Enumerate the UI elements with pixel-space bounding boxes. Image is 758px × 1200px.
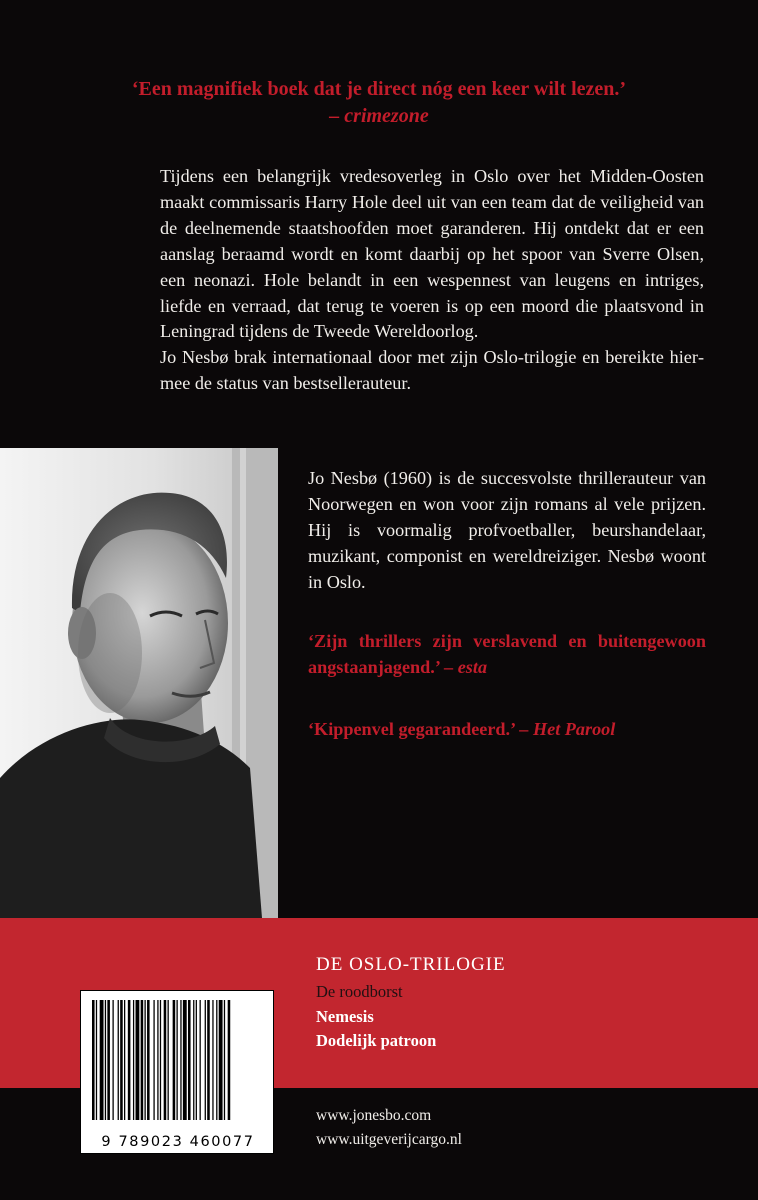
review-quote-source: – esta <box>444 657 488 677</box>
series-title: DE OSLO-TRILOGIE <box>316 954 506 975</box>
author-photo <box>0 448 278 918</box>
website-links <box>316 1104 462 1152</box>
publisher-website-link[interactable]: www.uitgeverijcargo.nl <box>316 1131 462 1148</box>
series-book-item: Nemesis <box>316 1006 374 1026</box>
review-quote-esta <box>308 628 706 680</box>
synopsis <box>160 164 704 397</box>
synopsis-paragraph: Jo Nesbø brak internationaal door met zijn Oslo-trilogie en bereikte hiermee de status van bestsellerauteur. <box>160 347 704 394</box>
top-review-quote <box>40 76 718 130</box>
synopsis-paragraph: Tijdens een belangrijk vredesoverleg in Oslo over het Midden-Oosten maakt commissaris Harry Hole deel uit van een team dat de veiligheid van de deelnemende staatshoofden moet garanderen. Hij ontdekt dat er een aanslag beraamd wordt en komt daarbij op het spoor van Sverre Olsen, een neonazi. Hole belandt in een wespennest van leugens en intriges, liefde en verraad, dat terug te voeren is op een moord die plaatsvond in Leningrad tijdens de Tweede Wereldoorlog. <box>160 166 704 342</box>
series-book-item: Dodelijk patroon <box>316 1031 437 1050</box>
author-bio-text: Jo Nesbø (1960) is de succesvolste thrillerauteur van Noorwegen en won voor zijn romans al vele prijzen. Hij is voormalig profvoetballer, beurshandelaar, muzikant, componist en wereldreiziger. Nesbø woont in Oslo. <box>308 468 706 592</box>
series-book-item: De roodborst <box>316 982 403 1001</box>
review-quote-text: ‘Zijn thrillers zijn verslavend en buitengewoon angstaanjagend.’ <box>308 631 706 677</box>
barcode-bars <box>90 1000 264 1120</box>
author-portrait-image <box>0 448 278 918</box>
review-quote-het-parool <box>308 716 706 742</box>
author-bio <box>308 465 706 595</box>
isbn-number: 9 789023 460077 <box>101 1134 255 1150</box>
isbn-barcode <box>80 990 274 1154</box>
review-quote-text: ‘Kippenvel gegarandeerd.’ <box>308 719 515 739</box>
top-quote-text: ‘Een magnifiek boek dat je direct nóg een keer wilt lezen.’ <box>131 78 627 100</box>
review-quote-source: – Het Parool <box>519 719 616 739</box>
series-book-list <box>316 980 436 1054</box>
top-quote-source: – crimezone <box>329 105 429 127</box>
author-website-link[interactable]: www.jonesbo.com <box>316 1107 432 1124</box>
